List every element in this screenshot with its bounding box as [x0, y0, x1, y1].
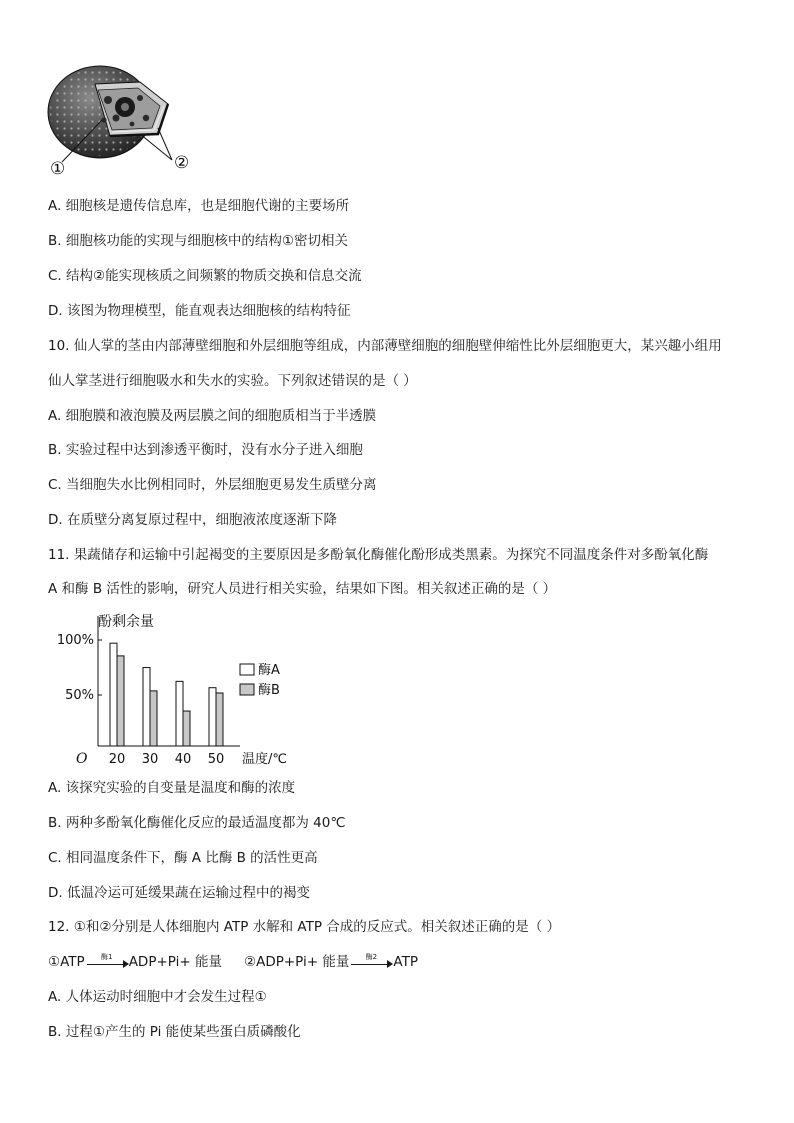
formula-2-left: ②ADP+Pi+ 能量: [244, 954, 350, 970]
y-axis-label: 酚剩余量: [98, 614, 154, 630]
q10-option-d: D. 在质壁分离复原过程中，细胞液浓度逐渐下降: [48, 512, 337, 528]
y-tick-100: 100%: [56, 633, 94, 648]
formula-1-enzyme: 酶1: [100, 953, 113, 961]
formula-2-arrow: [349, 953, 393, 971]
y-tick-50: 50%: [65, 688, 94, 703]
q10-stem-line-1: 10. 仙人掌的茎由内部薄壁细胞和外层细胞等组成，内部薄壁细胞的细胞壁伸缩性比外层细胞更大，某兴趣小组用: [48, 338, 722, 354]
formula-1-arrow: [85, 953, 129, 971]
q11-option-a: A. 该探究实验的自变量是温度和酶的浓度: [48, 780, 296, 796]
q11-option-c: C. 相同温度条件下，酶 A 比酶 B 的活性更高: [48, 850, 318, 866]
q11-stem-line-1: 11. 果蔬储存和运输中引起褐变的主要原因是多酚氧化酶催化酚形成类黑素。为探究不同温度条件对多酚氧化酶: [48, 547, 709, 563]
formula-1-left: ①ATP: [48, 954, 85, 970]
bar-enzyme-a-20: [110, 643, 117, 746]
q10-option-c: C. 当细胞失水比例相同时，外层细胞更易发生质壁分离: [48, 477, 377, 493]
x-tick-40: 40: [174, 752, 192, 767]
legend-label-b: 酶B: [258, 683, 280, 698]
formula-1-right: ADP+Pi+ 能量: [128, 954, 222, 970]
bar-enzyme-a-40: [176, 681, 183, 746]
q9-option-b: B. 细胞核功能的实现与细胞核中的结构①密切相关: [48, 233, 348, 249]
q12-option-b: B. 过程①产生的 Pi 能使某些蛋白质磷酸化: [48, 1024, 301, 1040]
nucleus-model-figure: [40, 62, 200, 182]
legend-swatch-a: [240, 664, 254, 675]
formula-2: [244, 953, 418, 971]
formula-1: [48, 953, 222, 971]
legend-label-a: 酶A: [258, 663, 280, 678]
enzyme-activity-bar-chart: [40, 604, 310, 772]
bar-enzyme-a-30: [143, 668, 150, 746]
leader-line-2b: [158, 128, 172, 160]
q12-stem: 12. ①和②分别是人体细胞内 ATP 水解和 ATP 合成的反应式。相关叙述正确的是（ ）: [48, 919, 561, 935]
q9-option-a: A. 细胞核是遗传信息库，也是细胞代谢的主要场所: [48, 198, 350, 214]
x-tick-30: 30: [141, 752, 159, 767]
bar-enzyme-a-50: [209, 688, 216, 746]
origin-label: O: [76, 751, 88, 767]
figure-label-1: ①: [50, 159, 66, 179]
legend-swatch-b: [240, 684, 254, 695]
formula-2-enzyme: 酶2: [365, 953, 378, 961]
q10-option-a: A. 细胞膜和液泡膜及两层膜之间的细胞质相当于半透膜: [48, 408, 377, 424]
figure-label-2: ②: [174, 153, 190, 173]
bar-enzyme-b-40: [183, 711, 190, 746]
bar-enzyme-b-30: [150, 691, 157, 746]
formula-2-right: ATP: [393, 954, 418, 970]
x-axis-label: 温度/℃: [242, 752, 287, 767]
arrow-right-icon: [387, 960, 393, 968]
q10-stem-line-2: 仙人掌茎进行细胞吸水和失水的实验。下列叙述错误的是（ ）: [48, 373, 417, 389]
x-tick-50: 50: [207, 752, 225, 767]
leader-line-2a: [140, 134, 172, 160]
q9-option-d: D. 该图为物理模型，能直观表达细胞核的结构特征: [48, 303, 351, 319]
q10-option-b: B. 实验过程中达到渗透平衡时，没有水分子进入细胞: [48, 442, 363, 458]
q11-option-d: D. 低温冷运可延缓果蔬在运输过程中的褐变: [48, 885, 310, 901]
x-tick-20: 20: [108, 752, 126, 767]
bar-enzyme-b-20: [117, 656, 124, 746]
q11-option-b: B. 两种多酚氧化酶催化反应的最适温度都为 40℃: [48, 815, 346, 831]
bar-enzyme-b-50: [216, 693, 223, 746]
arrow-right-icon: [123, 960, 129, 968]
q9-option-c: C. 结构②能实现核质之间频繁的物质交换和信息交流: [48, 268, 362, 284]
q12-option-a: A. 人体运动时细胞中才会发生过程①: [48, 989, 267, 1005]
q11-stem-line-2: A 和酶 B 活性的影响，研究人员进行相关实验，结果如下图。相关叙述正确的是（ ）: [48, 581, 557, 597]
